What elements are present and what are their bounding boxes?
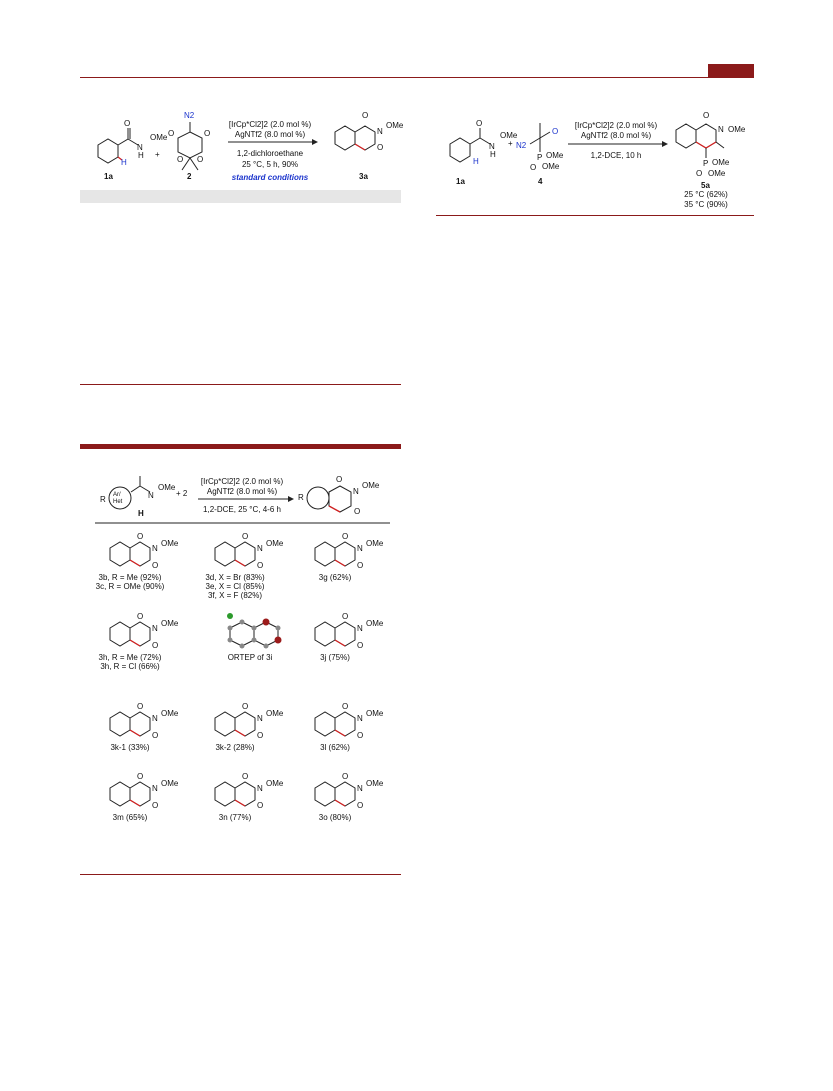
product-label: 3k-1 (33%) xyxy=(110,743,150,752)
product-label: 3k-2 (28%) xyxy=(215,743,255,752)
svg-text:OMe: OMe xyxy=(366,709,384,718)
header-rule xyxy=(80,77,754,78)
ortep-atom xyxy=(228,638,233,643)
svg-text:O: O xyxy=(362,111,369,120)
svg-text:O: O xyxy=(357,731,364,740)
ortep-atom xyxy=(240,644,245,649)
svg-text:O: O xyxy=(152,801,159,810)
svg-text:OMe: OMe xyxy=(386,121,404,130)
label-1a: 1a xyxy=(104,172,113,181)
product-label: ORTEP of 3i xyxy=(227,653,273,662)
svg-text:O: O xyxy=(342,612,349,621)
product-structure xyxy=(215,532,284,570)
svg-text:N2: N2 xyxy=(184,111,195,120)
ortep-cl-atom xyxy=(227,613,233,619)
svg-text:P: P xyxy=(703,159,709,168)
compound-2 xyxy=(168,111,210,181)
product-structure xyxy=(215,772,284,810)
product-label: 3n (77%) xyxy=(218,813,252,822)
svg-text:O: O xyxy=(257,801,264,810)
svg-text:OMe: OMe xyxy=(266,709,284,718)
svg-text:N: N xyxy=(357,784,363,793)
scheme-2-bottom-rule xyxy=(436,215,754,216)
product-4 xyxy=(200,610,300,690)
svg-text:O: O xyxy=(342,702,349,711)
reagent-1: [IrCp*Cl2]2 (2.0 mol %) xyxy=(228,120,312,129)
svg-text:N: N xyxy=(152,624,158,633)
product-5 xyxy=(300,610,400,690)
svg-text:O: O xyxy=(342,772,349,781)
product-11 xyxy=(300,770,400,850)
ortep-atom xyxy=(275,637,282,644)
h-label: H xyxy=(121,158,127,167)
svg-text:N: N xyxy=(718,125,724,134)
compound-5a xyxy=(676,111,746,209)
product-label: 3f, X = F (82%) xyxy=(207,591,263,600)
svg-text:N: N xyxy=(152,784,158,793)
svg-text:N: N xyxy=(152,544,158,553)
product-1 xyxy=(200,530,300,610)
svg-text:OMe: OMe xyxy=(708,169,726,178)
svg-text:O: O xyxy=(357,801,364,810)
svg-text:OMe: OMe xyxy=(161,709,179,718)
svg-text:OMe: OMe xyxy=(266,539,284,548)
reagent-3-2: AgNTf2 (8.0 mol %) xyxy=(206,487,278,496)
product-structure xyxy=(315,612,384,650)
svg-text:O: O xyxy=(197,155,204,164)
ortep-atom xyxy=(228,626,233,631)
reagent-3: 1,2-dichloroethane xyxy=(236,149,304,158)
product-6 xyxy=(95,700,195,780)
svg-text:O: O xyxy=(152,561,159,570)
product-structure xyxy=(110,532,179,570)
product-label: 3g (62%) xyxy=(318,573,352,582)
svg-text:O: O xyxy=(137,772,144,781)
label-3a: 3a xyxy=(359,172,368,181)
svg-text:H: H xyxy=(138,151,144,160)
svg-text:O: O xyxy=(242,702,249,711)
svg-text:N: N xyxy=(257,544,263,553)
svg-text:OMe: OMe xyxy=(542,162,560,171)
svg-text:O: O xyxy=(137,532,144,541)
svg-text:O: O xyxy=(703,111,710,120)
svg-text:OMe: OMe xyxy=(362,481,380,490)
scheme-3-bottom-rule xyxy=(80,874,401,875)
svg-text:O: O xyxy=(696,169,703,178)
svg-text:N: N xyxy=(377,127,383,136)
svg-text:O: O xyxy=(357,641,364,650)
svg-text:O: O xyxy=(257,731,264,740)
svg-text:OMe: OMe xyxy=(712,158,730,167)
product-label: 3d, X = Br (83%) xyxy=(205,573,265,582)
reagent-2-1: [IrCp*Cl2]2 (2.0 mol %) xyxy=(574,121,658,130)
svg-text:O: O xyxy=(336,475,343,484)
compound-4 xyxy=(516,123,564,186)
svg-text:H: H xyxy=(490,150,496,159)
reagent-2: AgNTf2 (8.0 mol %) xyxy=(234,130,306,139)
reagent-4: 25 °C, 5 h, 90% xyxy=(241,160,299,169)
product-grid xyxy=(80,530,405,830)
ome-label: OMe xyxy=(150,133,168,142)
scheme-1-bottom-rule xyxy=(80,384,401,385)
svg-text:N: N xyxy=(357,714,363,723)
svg-text:OMe: OMe xyxy=(366,539,384,548)
ortep-atom xyxy=(252,626,257,631)
svg-text:O: O xyxy=(124,119,131,128)
svg-text:O: O xyxy=(242,532,249,541)
compound-1a-right xyxy=(450,119,518,186)
product-label: 3m (65%) xyxy=(112,813,148,822)
svg-text:OMe: OMe xyxy=(161,779,179,788)
svg-text:O: O xyxy=(137,702,144,711)
product-3 xyxy=(95,610,195,690)
svg-text:OMe: OMe xyxy=(161,619,179,628)
svg-text:O: O xyxy=(177,155,184,164)
svg-text:O: O xyxy=(204,129,211,138)
product-label: 3j (75%) xyxy=(320,653,350,662)
product-10 xyxy=(200,770,300,850)
svg-text:N: N xyxy=(357,544,363,553)
svg-text:OMe: OMe xyxy=(500,131,518,140)
label-1a-right: 1a xyxy=(456,177,465,186)
svg-text:O: O xyxy=(357,561,364,570)
svg-text:OMe: OMe xyxy=(366,619,384,628)
svg-text:O: O xyxy=(168,129,175,138)
svg-text:O: O xyxy=(476,119,483,128)
svg-text:N: N xyxy=(489,142,495,151)
svg-text:Het: Het xyxy=(113,499,123,505)
product-label: 3e, X = Cl (85%) xyxy=(205,582,265,591)
svg-text:O: O xyxy=(342,532,349,541)
svg-text:OMe: OMe xyxy=(161,539,179,548)
svg-text:O: O xyxy=(137,612,144,621)
reagent-2-3: 1,2-DCE, 10 h xyxy=(590,151,642,160)
svg-text:P: P xyxy=(537,153,543,162)
product-label: 3o (80%) xyxy=(318,813,352,822)
svg-text:+: + xyxy=(508,139,513,148)
product-8 xyxy=(300,700,400,780)
svg-text:O: O xyxy=(530,163,537,172)
product-7 xyxy=(200,700,300,780)
svg-text:N2: N2 xyxy=(516,141,527,150)
svg-text:Ar/: Ar/ xyxy=(113,492,121,498)
product-0 xyxy=(95,530,195,610)
svg-text:O: O xyxy=(552,127,559,136)
plus-two: + 2 xyxy=(176,489,188,498)
svg-text:N: N xyxy=(357,624,363,633)
product-structure xyxy=(110,702,179,740)
ortep-atom xyxy=(240,620,245,625)
svg-text:O: O xyxy=(377,143,384,152)
ortep-atom xyxy=(252,638,257,643)
product-label: 3c, R = OMe (90%) xyxy=(95,582,165,591)
product-label: 3l (62%) xyxy=(320,743,350,752)
svg-text:OMe: OMe xyxy=(158,483,176,492)
product-2 xyxy=(300,530,400,610)
svg-text:N: N xyxy=(353,487,359,496)
svg-text:OMe: OMe xyxy=(728,125,746,134)
product-structure xyxy=(315,532,384,570)
table-header-bar xyxy=(80,190,401,203)
scheme-3-header xyxy=(80,470,405,530)
label-2: 2 xyxy=(187,172,192,181)
svg-text:O: O xyxy=(152,641,159,650)
ortep-atom xyxy=(276,626,281,631)
product-label: 3h, R = Me (72%) xyxy=(98,653,162,662)
page-tab xyxy=(708,64,754,77)
svg-text:N: N xyxy=(152,714,158,723)
product-structure xyxy=(110,772,179,810)
product-structure xyxy=(315,772,384,810)
temp-1: 25 °C (62%) xyxy=(684,190,728,199)
svg-text:O: O xyxy=(242,772,249,781)
product-structure xyxy=(215,702,284,740)
svg-text:N: N xyxy=(137,143,143,152)
scheme-3-top-bar xyxy=(80,444,401,449)
scheme-1 xyxy=(80,100,405,190)
reagent-3-3: 1,2-DCE, 25 °C, 4-6 h xyxy=(203,505,281,514)
reagent-2-2: AgNTf2 (8.0 mol %) xyxy=(580,131,652,140)
temp-2: 35 °C (90%) xyxy=(684,200,728,209)
product-9 xyxy=(95,770,195,850)
ortep-atom xyxy=(263,619,270,626)
plus-sign: + xyxy=(155,150,160,159)
svg-text:OMe: OMe xyxy=(366,779,384,788)
svg-text:R: R xyxy=(298,493,304,502)
product-structure xyxy=(110,612,179,650)
svg-text:H: H xyxy=(473,157,479,166)
svg-text:O: O xyxy=(152,731,159,740)
svg-text:R: R xyxy=(100,495,106,504)
product-label: 3h, R = Cl (66%) xyxy=(100,662,160,671)
svg-text:N: N xyxy=(257,784,263,793)
svg-text:O: O xyxy=(354,507,361,516)
compound-3a xyxy=(335,111,404,181)
reagent-3-1: [IrCp*Cl2]2 (2.0 mol %) xyxy=(200,477,284,486)
product-structure xyxy=(315,702,384,740)
svg-text:H: H xyxy=(138,509,144,518)
svg-text:N: N xyxy=(148,491,154,500)
ortep-atom xyxy=(264,644,269,649)
svg-text:N: N xyxy=(257,714,263,723)
svg-text:OMe: OMe xyxy=(546,151,564,160)
svg-text:O: O xyxy=(257,561,264,570)
scheme-2 xyxy=(436,108,754,218)
svg-text:OMe: OMe xyxy=(266,779,284,788)
standard-conditions: standard conditions xyxy=(231,173,309,182)
label-5a: 5a xyxy=(701,181,710,190)
label-4: 4 xyxy=(538,177,543,186)
product-label: 3b, R = Me (92%) xyxy=(98,573,162,582)
